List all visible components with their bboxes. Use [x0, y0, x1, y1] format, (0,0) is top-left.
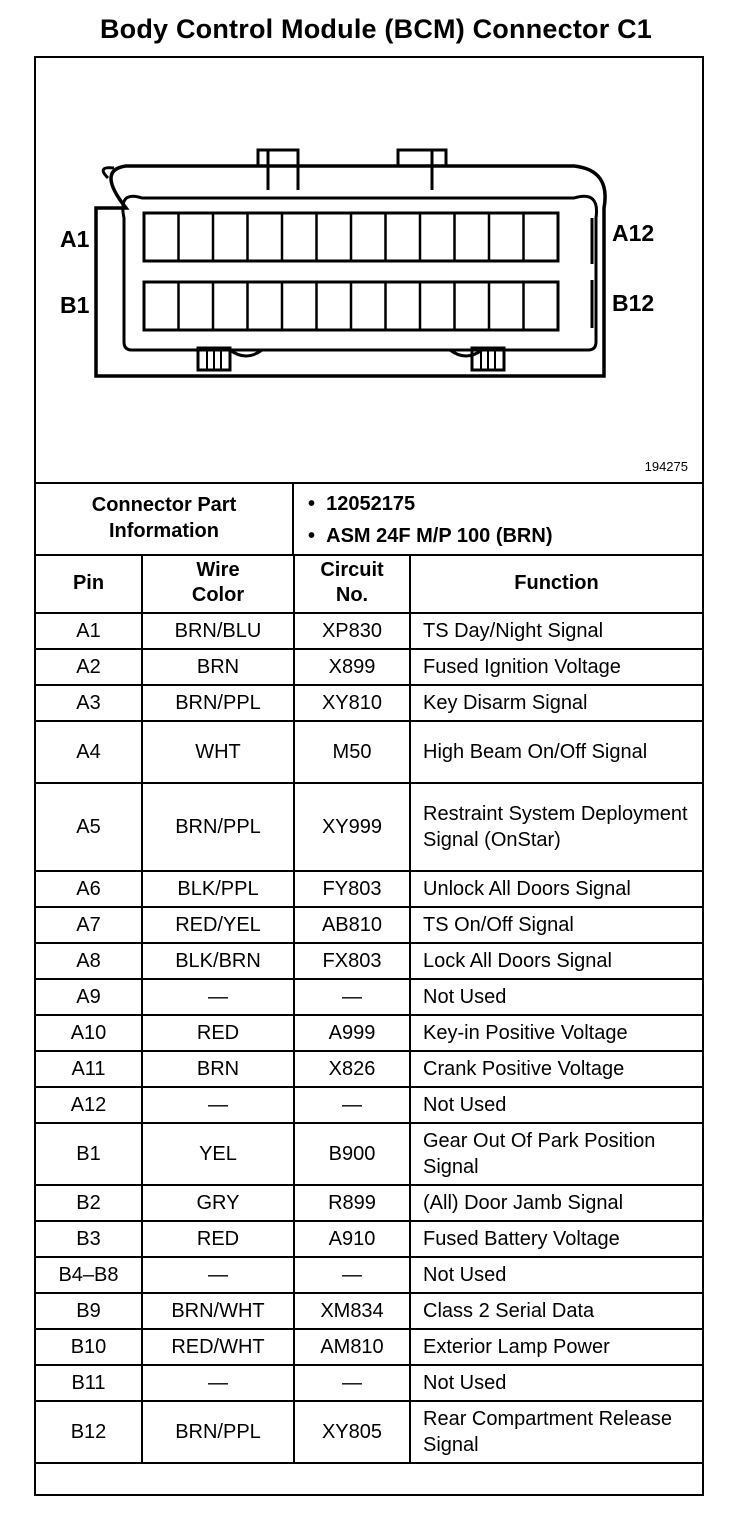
function-cell: Exterior Lamp Power: [410, 1329, 702, 1365]
label-a1: A1: [60, 226, 90, 252]
circuit-cell: —: [294, 1087, 410, 1123]
pin-cell: A3: [36, 685, 142, 721]
table-row: [36, 1087, 702, 1123]
part-number: • 12052175: [308, 493, 416, 515]
function-cell: Lock All Doors Signal: [410, 943, 702, 979]
circuit-cell: FX803: [294, 943, 410, 979]
function-cell: Fused Battery Voltage: [410, 1221, 702, 1257]
wire-color-cell: WHT: [142, 721, 294, 783]
table-row: [36, 1015, 702, 1051]
circuit-cell: AB810: [294, 907, 410, 943]
circuit-cell: AM810: [294, 1329, 410, 1365]
pin-cell: A10: [36, 1015, 142, 1051]
wire-color-cell: BRN: [142, 1051, 294, 1087]
pin-cell: B4–B8: [36, 1257, 142, 1293]
function-cell: Not Used: [410, 1087, 702, 1123]
circuit-cell: R899: [294, 1185, 410, 1221]
table-row: [36, 1401, 702, 1463]
header-function: Function: [410, 554, 702, 613]
pin-cell: A5: [36, 783, 142, 871]
wire-color-cell: RED/WHT: [142, 1329, 294, 1365]
circuit-cell: M50: [294, 721, 410, 783]
function-cell: Rear Compartment Release Signal: [410, 1401, 702, 1463]
table-row: [36, 1221, 702, 1257]
page-title: Body Control Module (BCM) Connector C1: [99, 14, 653, 44]
pin-cell: A4: [36, 721, 142, 783]
wire-color-cell: RED/YEL: [142, 907, 294, 943]
pin-cell: B10: [36, 1329, 142, 1365]
circuit-cell: X826: [294, 1051, 410, 1087]
wire-color-cell: BRN/WHT: [142, 1293, 294, 1329]
table-row: [36, 943, 702, 979]
connector-drawing: [36, 58, 702, 482]
table-row: [36, 1185, 702, 1221]
wire-color-cell: —: [142, 1257, 294, 1293]
table-row: [36, 783, 702, 871]
connector-part-information: [36, 482, 702, 556]
label-b12: B12: [612, 290, 655, 316]
header-wire-color: Wire Color: [142, 554, 294, 613]
wire-color-cell: GRY: [142, 1185, 294, 1221]
pin-cell: A1: [36, 613, 142, 649]
wire-color-cell: BRN: [142, 649, 294, 685]
circuit-cell: B900: [294, 1123, 410, 1185]
function-cell: Fused Ignition Voltage: [410, 649, 702, 685]
pin-cell: B2: [36, 1185, 142, 1221]
function-cell: TS Day/Night Signal: [410, 613, 702, 649]
pin-cell: A7: [36, 907, 142, 943]
circuit-cell: —: [294, 1257, 410, 1293]
pin-cell: B11: [36, 1365, 142, 1401]
table-row: [36, 685, 702, 721]
function-cell: Unlock All Doors Signal: [410, 871, 702, 907]
circuit-cell: XY810: [294, 685, 410, 721]
table-row: [36, 1329, 702, 1365]
function-cell: Not Used: [410, 979, 702, 1015]
function-cell: (All) Door Jamb Signal: [410, 1185, 702, 1221]
circuit-cell: —: [294, 979, 410, 1015]
connector-diagram: [36, 58, 702, 484]
function-cell: Restraint System Deployment Signal (OnStar): [410, 783, 702, 871]
wire-color-cell: —: [142, 979, 294, 1015]
wire-color-cell: BRN/PPL: [142, 1401, 294, 1463]
figure-number: 194275: [644, 459, 688, 474]
table-row: [36, 721, 702, 783]
circuit-cell: A910: [294, 1221, 410, 1257]
wire-color-cell: —: [142, 1087, 294, 1123]
wire-color-cell: BRN/PPL: [142, 685, 294, 721]
pin-cell: A9: [36, 979, 142, 1015]
pin-table: [36, 554, 702, 1464]
pin-cell: B3: [36, 1221, 142, 1257]
wire-color-cell: —: [142, 1365, 294, 1401]
wire-color-cell: BLK/BRN: [142, 943, 294, 979]
function-cell: Class 2 Serial Data: [410, 1293, 702, 1329]
pin-cell: B1: [36, 1123, 142, 1185]
part-description: • ASM 24F M/P 100 (BRN): [308, 525, 553, 547]
wire-color-cell: BRN/BLU: [142, 613, 294, 649]
table-row: [36, 649, 702, 685]
wire-color-cell: BLK/PPL: [142, 871, 294, 907]
table-row: [36, 1123, 702, 1185]
circuit-cell: —: [294, 1365, 410, 1401]
circuit-cell: XM834: [294, 1293, 410, 1329]
label-b1: B1: [60, 292, 90, 318]
pin-cell: B12: [36, 1401, 142, 1463]
function-cell: Not Used: [410, 1365, 702, 1401]
pin-cell: A6: [36, 871, 142, 907]
part-info-label: [36, 482, 294, 554]
part-info-values: [308, 488, 552, 552]
table-row: [36, 907, 702, 943]
table-row: [36, 613, 702, 649]
table-row: [36, 1051, 702, 1087]
pin-cell: A12: [36, 1087, 142, 1123]
circuit-cell: XY805: [294, 1401, 410, 1463]
wire-color-cell: RED: [142, 1015, 294, 1051]
circuit-cell: FY803: [294, 871, 410, 907]
header-pin: Pin: [36, 554, 142, 613]
table-row: [36, 871, 702, 907]
function-cell: High Beam On/Off Signal: [410, 721, 702, 783]
table-row: [36, 979, 702, 1015]
function-cell: Gear Out Of Park Position Signal: [410, 1123, 702, 1185]
wire-color-cell: YEL: [142, 1123, 294, 1185]
pin-cell: B9: [36, 1293, 142, 1329]
pin-cell: A11: [36, 1051, 142, 1087]
table-row: [36, 1365, 702, 1401]
table-row: [36, 1293, 702, 1329]
wire-color-cell: RED: [142, 1221, 294, 1257]
table-row: [36, 1257, 702, 1293]
connector-sheet: [34, 56, 704, 1496]
pin-cell: A2: [36, 649, 142, 685]
function-cell: Key Disarm Signal: [410, 685, 702, 721]
circuit-cell: XP830: [294, 613, 410, 649]
header-circuit-no: Circuit No.: [294, 554, 410, 613]
part-info-label-line1: Connector Part: [91, 494, 237, 516]
function-cell: Not Used: [410, 1257, 702, 1293]
circuit-cell: A999: [294, 1015, 410, 1051]
table-header-row: [36, 554, 702, 613]
label-a12: A12: [612, 220, 655, 246]
circuit-cell: XY999: [294, 783, 410, 871]
pin-cell: A8: [36, 943, 142, 979]
function-cell: Crank Positive Voltage: [410, 1051, 702, 1087]
circuit-cell: X899: [294, 649, 410, 685]
wire-color-cell: BRN/PPL: [142, 783, 294, 871]
function-cell: TS On/Off Signal: [410, 907, 702, 943]
part-info-label-line2: Information: [109, 520, 219, 542]
function-cell: Key-in Positive Voltage: [410, 1015, 702, 1051]
